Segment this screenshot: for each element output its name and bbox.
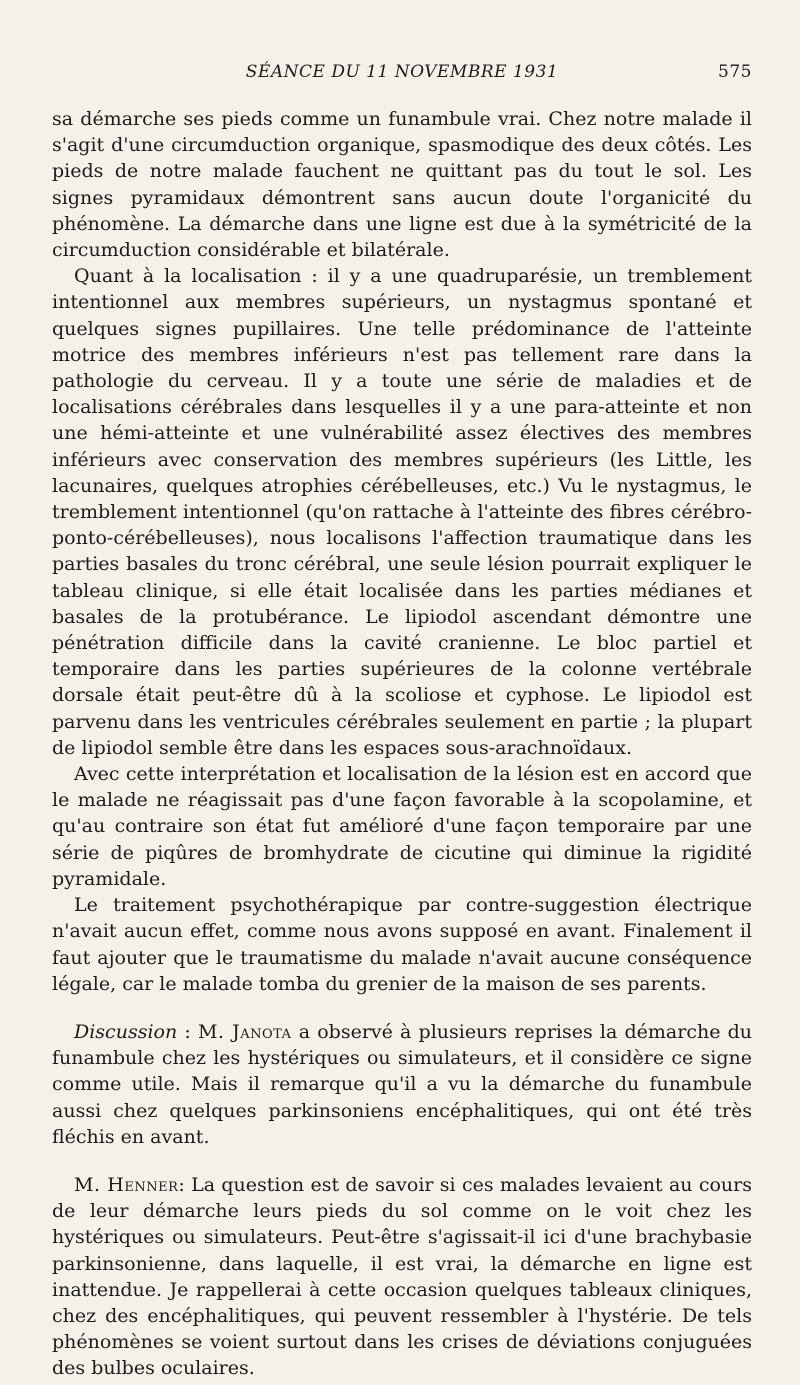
discussion-speaker: M. Janota [197,1020,292,1043]
discussion-label: Discussion [74,1020,178,1043]
paragraph-4: Le traitement psychothérapique par contre-suggestion électrique n'avait aucun effet, comme nous avons supposé en avant. Finalement il faut ajouter que le traumatisme du malade n'avait aucune conséquence légale, car le malade tomba du grenier de la maison de ses parents. [52,894,752,995]
paragraph-3: Avec cette interprétation et localisation de la lésion est en accord que le malade ne réagissait pas d'une façon favorable à la scopolamine, et qu'au contraire son état fut amélioré d'une façon temporaire par une série de piqûres de bromhydrate de cicutine qui diminue la rigidité pyramidale. [52,763,752,890]
discussion-paragraph: Discussion : M. Janota a observé à plusieurs reprises la démarche du funambule chez les hystériques ou simulateurs, et il considère ce signe comme utile. Mais il remarque qu'il a vu la démarche du funambule aussi chez quelques parkinsoniens encéphalitiques, qui ont été très fléchis en avant. [52,1020,753,1148]
paragraph-1: sa démarche ses pieds comme un funambule vrai. Chez notre malade il s'agit d'une circumduction organique, spasmodique des deux côtés. Les pieds de notre malade fauchent ne quittant pas du tout le sol. Les signes pyramidaux démontrent sans aucun doute l'organicité du phénomène. La démarche dans une ligne est due à la symétricité de la circumduction considérable et bilatérale. [52,108,752,262]
henner-speaker: M. Henner [74,1173,179,1196]
henner-paragraph: M. Henner: La question est de savoir si ces malades levaient au cours de leur démarche leurs pieds du sol comme on le voit chez les hystériques ou simulateurs. Peut-être s'agissait-il ici d'une brachybasie parkinsonienne, dans laquelle, il est vrai, la démarche en ligne est inattendue. Je rappellerai à cette occasion quelques tableaux cliniques, chez des encéphalitiques, qui peuvent ressembler à l'hystérie. De tels phénomènes se voient surtout dans les crises de déviations conjuguées des bulbes oculaires. [52,1173,752,1380]
document-page [52,58,752,1382]
body-text [52,106,752,1382]
henner-text: La question est de savoir si ces malades levaient au cours de leur démarche leurs pieds du sol comme on le voit chez les hystériques ou simulateurs. Peut-être s'agissait-il ici d'une brachybasie parkinsonienne, dans laquelle, il est vrai, la démarche en ligne est inattendue. Je rappellerai à cette occasion quelques tableaux cliniques, chez des encéphalitiques, qui peuvent ressembler à l'hystérie. De tels phénomènes se voient surtout dans les crises de déviations conjuguées des bulbes oculaires. [52,1173,752,1380]
page-number: 575 [718,62,752,82]
discussion-text: a observé à plusieurs reprises la démarche du funambule chez les hystériques ou simulateurs, et il considère ce signe comme utile. Mais il remarque qu'il a vu la démarche du funambule aussi chez quelques parkinsoniens encéphalitiques, qui ont été très fléchis en avant. [52,1020,753,1148]
running-title: SÉANCE DU 11 NOVEMBRE 1931 [245,62,559,82]
page-header [52,58,752,88]
paragraph-2: Quant à la localisation : il y a une quadruparésie, un tremblement intentionnel aux membres supérieurs, un nystagmus spontané et quelques signes pupillaires. Une telle prédominance de l'atteinte motrice des membres inférieurs n'est pas tellement rare dans la pathologie du cerveau. Il y a toute une série de maladies et de localisations cérébrales dans lesquelles il y a une para-atteinte et non une hémi-atteinte et une vulnérabilité assez électives des membres inférieurs avec conservation des membres supérieurs (les Little, les lacunaires, quelques atrophies cérébelleuses, etc.) Vu le nystagmus, le tremblement intentionnel (qu'on rattache à l'atteinte des fibres cérébro-ponto-cérébelleuses), nous localisons l'affection traumatique dans les parties basales du tronc cérébral, une seule lésion pourrait expliquer le tableau clinique, si elle était localisée dans les parties médianes et basales de la protubérance. Le lipiodol ascendant démontre une pénétration difficile dans la cavité cranienne. Le bloc partiel et temporaire dans les parties supérieures de la colonne vertébrale dorsale était peut-être dû à la scoliose et cyphose. Le lipiodol est parvenu dans les ventricules cérébrales seulement en partie ; la plupart de lipiodol semble être dans les espaces sous-arachnoïdaux. [52,265,752,759]
